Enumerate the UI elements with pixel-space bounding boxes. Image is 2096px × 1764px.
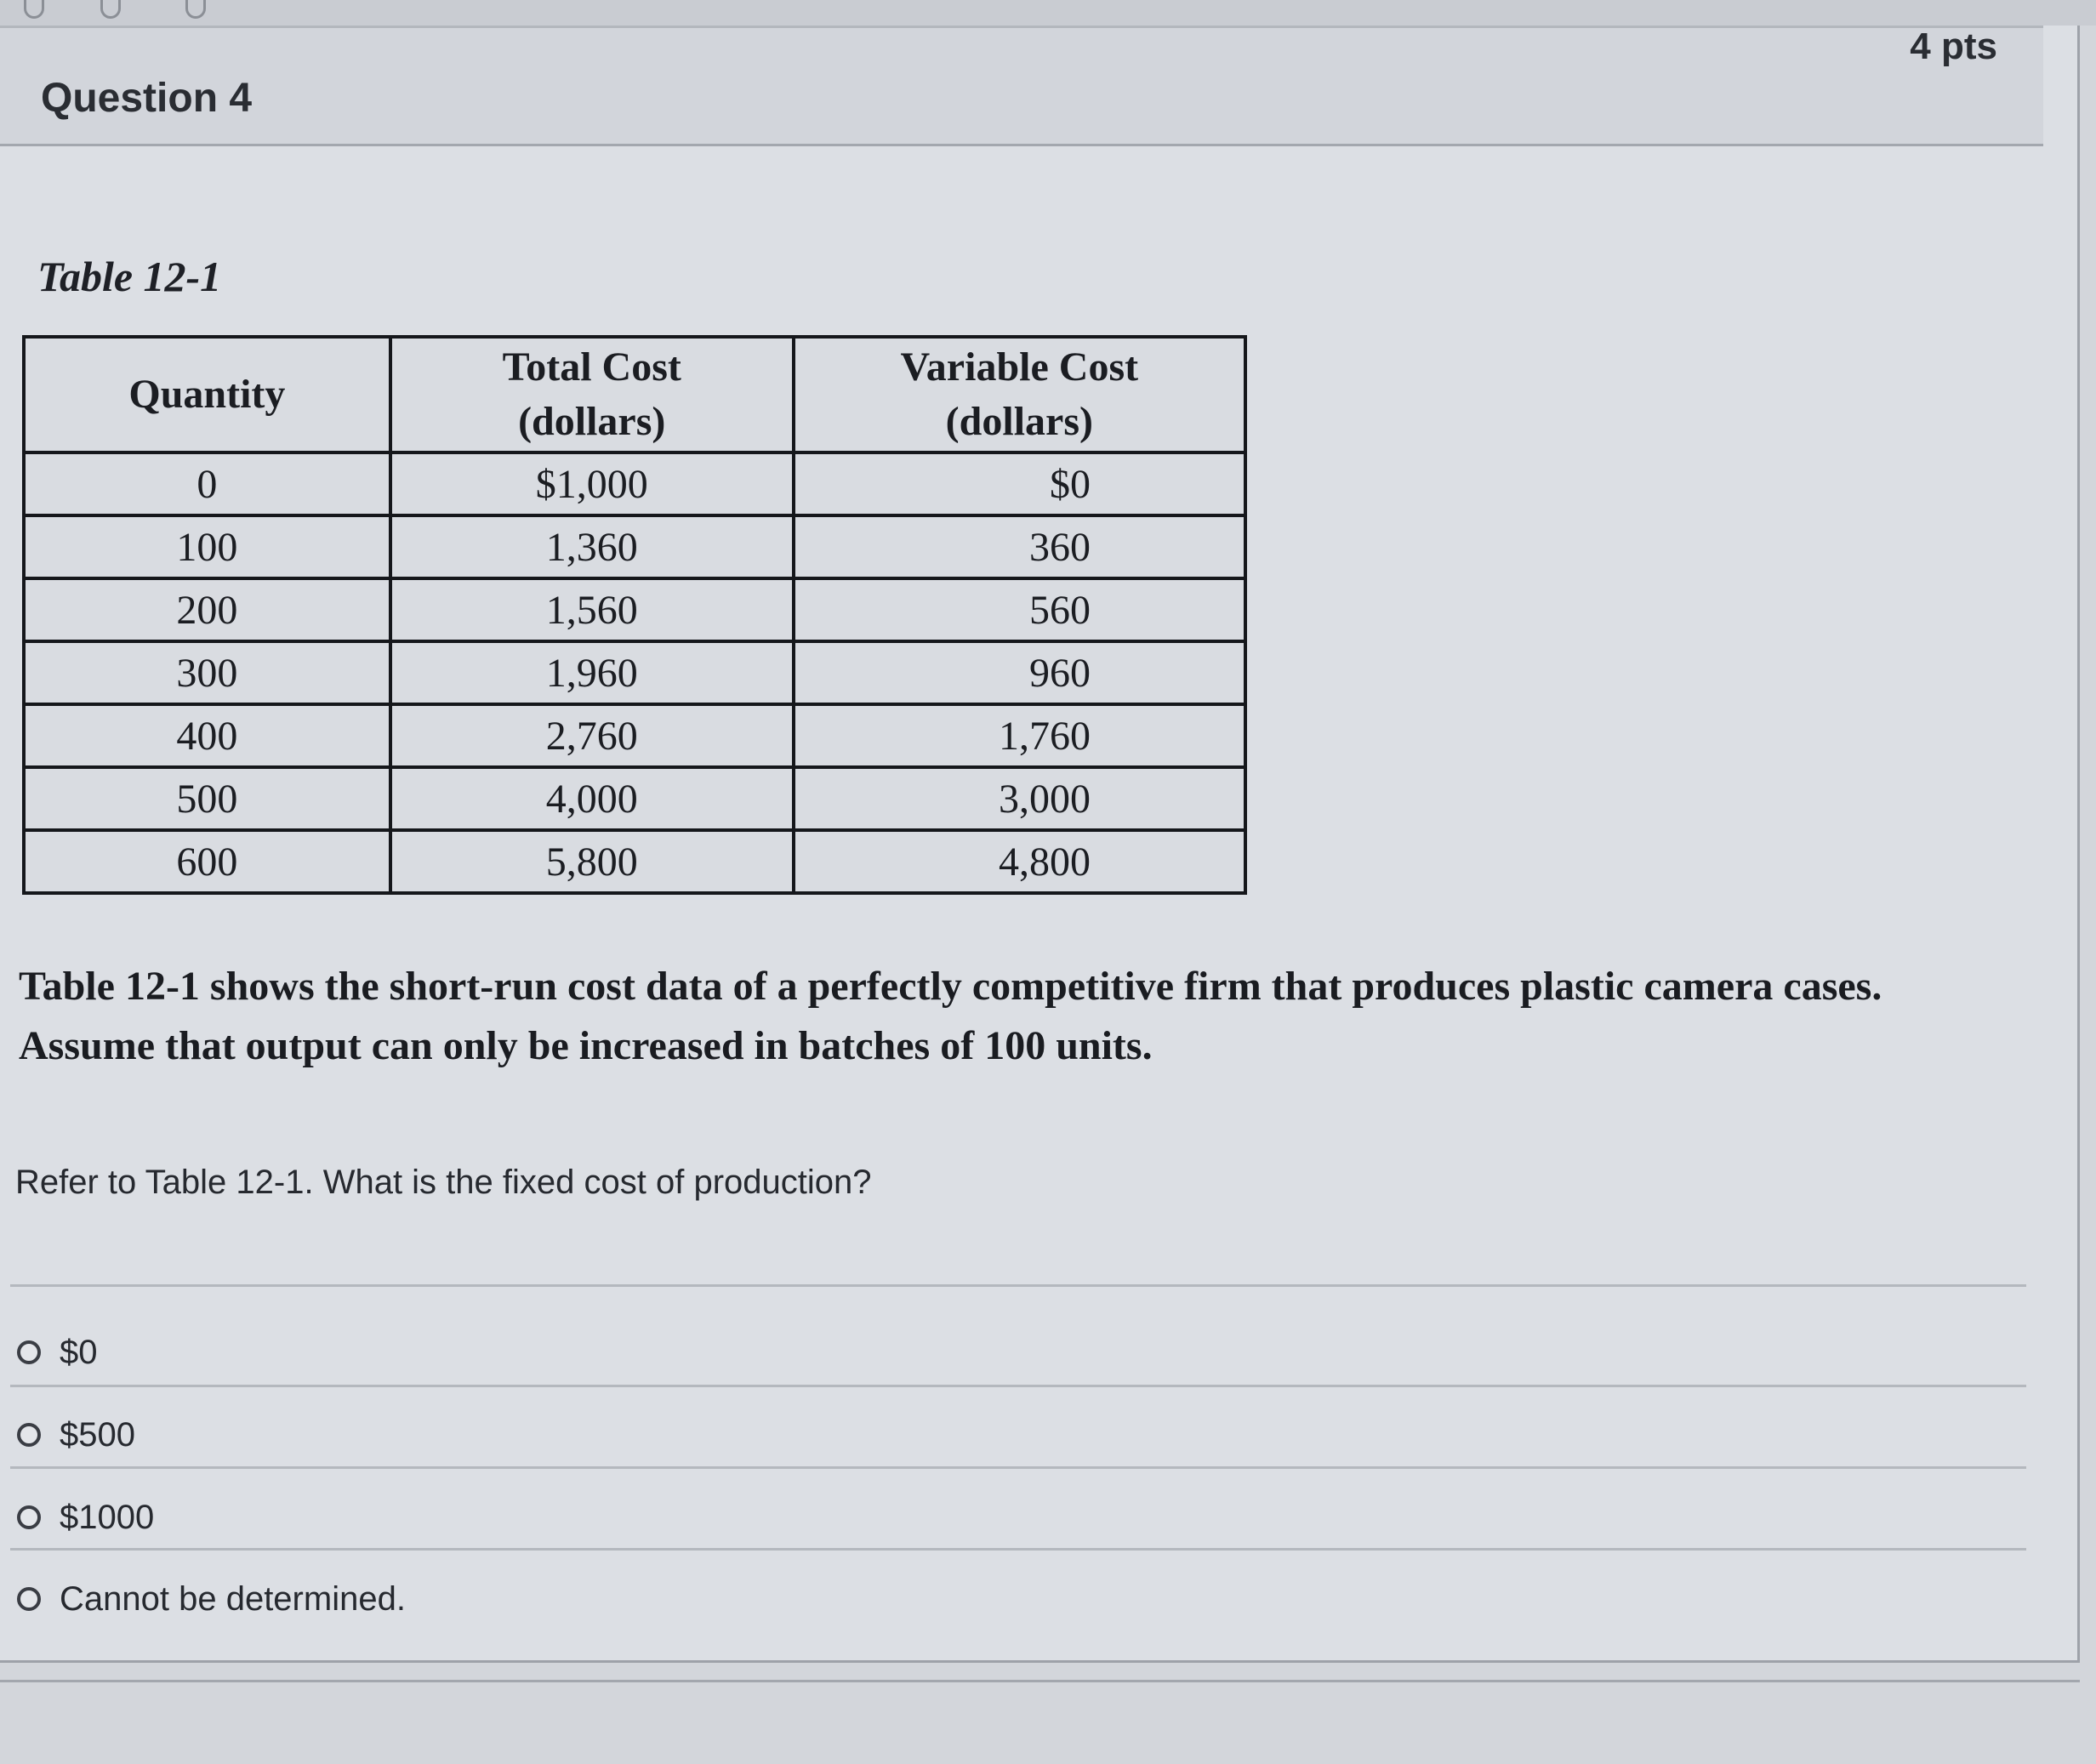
cell-quantity: 100	[24, 515, 390, 578]
answer-label: $1000	[60, 1498, 155, 1536]
answer-label: $500	[60, 1415, 135, 1454]
header-quantity: Quantity	[24, 337, 390, 452]
header-variable-cost	[794, 337, 1245, 452]
cell-total-cost: 5,800	[390, 830, 794, 893]
cell-variable-cost: $0	[794, 452, 1245, 515]
table-row	[24, 641, 1245, 704]
question-points: 4 pts	[1910, 26, 1997, 67]
question-header	[0, 26, 2043, 146]
divider	[10, 1548, 2026, 1551]
question-title: Question 4	[41, 76, 253, 121]
cell-quantity: 0	[24, 452, 390, 515]
header-total-cost-line2: (dollars)	[518, 399, 666, 444]
divider	[10, 1466, 2026, 1469]
radio-button[interactable]	[17, 1505, 41, 1529]
cell-variable-cost: 1,760	[794, 704, 1245, 767]
table-row	[24, 452, 1245, 515]
answer-option-1[interactable]	[17, 1409, 135, 1460]
power-icon[interactable]	[100, 0, 121, 19]
radio-button[interactable]	[17, 1340, 41, 1364]
cell-quantity: 200	[24, 578, 390, 641]
cell-total-cost: 2,760	[390, 704, 794, 767]
radio-button[interactable]	[17, 1587, 41, 1611]
cell-quantity: 500	[24, 767, 390, 830]
header-variable-cost-line2: (dollars)	[945, 399, 1093, 444]
question-description: Table 12-1 shows the short-run cost data of a perfectly competitive firm that produces plastic camera cases. Assume that output can only be increased in batches of 100 units.	[19, 964, 1882, 1068]
divider	[10, 1284, 2026, 1287]
header-total-cost	[390, 337, 794, 452]
radio-button[interactable]	[17, 1423, 41, 1447]
cell-total-cost: $1,000	[390, 452, 794, 515]
answer-option-2[interactable]	[17, 1492, 154, 1543]
table-caption: Table 12-1	[37, 253, 222, 300]
cost-table	[22, 335, 1247, 895]
header-variable-cost-line1: Variable Cost	[900, 344, 1139, 390]
bookmark-icon[interactable]	[185, 0, 206, 19]
cell-total-cost: 1,960	[390, 641, 794, 704]
cell-total-cost: 4,000	[390, 767, 794, 830]
table-row	[24, 704, 1245, 767]
table-row	[24, 515, 1245, 578]
table-row	[24, 830, 1245, 893]
cell-variable-cost: 560	[794, 578, 1245, 641]
divider	[10, 1385, 2026, 1387]
answer-label: Cannot be determined.	[60, 1579, 406, 1618]
cell-quantity: 300	[24, 641, 390, 704]
header-total-cost-line1: Total Cost	[502, 344, 681, 390]
cell-total-cost: 1,560	[390, 578, 794, 641]
answer-label: $0	[60, 1333, 98, 1371]
card-bottom-rule	[0, 1680, 2080, 1682]
cell-quantity: 400	[24, 704, 390, 767]
answer-option-3[interactable]	[17, 1573, 406, 1625]
cell-variable-cost: 360	[794, 515, 1245, 578]
refresh-icon[interactable]	[24, 0, 44, 19]
cell-quantity: 600	[24, 830, 390, 893]
question-prompt: Refer to Table 12-1. What is the fixed cost of production?	[15, 1164, 872, 1201]
table-row	[24, 578, 1245, 641]
cell-variable-cost: 3,000	[794, 767, 1245, 830]
table-row	[24, 767, 1245, 830]
cell-variable-cost: 960	[794, 641, 1245, 704]
table-header-row	[24, 337, 1245, 452]
cell-variable-cost: 4,800	[794, 830, 1245, 893]
browser-top-strip	[0, 0, 2096, 26]
answer-option-0[interactable]	[17, 1327, 98, 1378]
cell-total-cost: 1,360	[390, 515, 794, 578]
